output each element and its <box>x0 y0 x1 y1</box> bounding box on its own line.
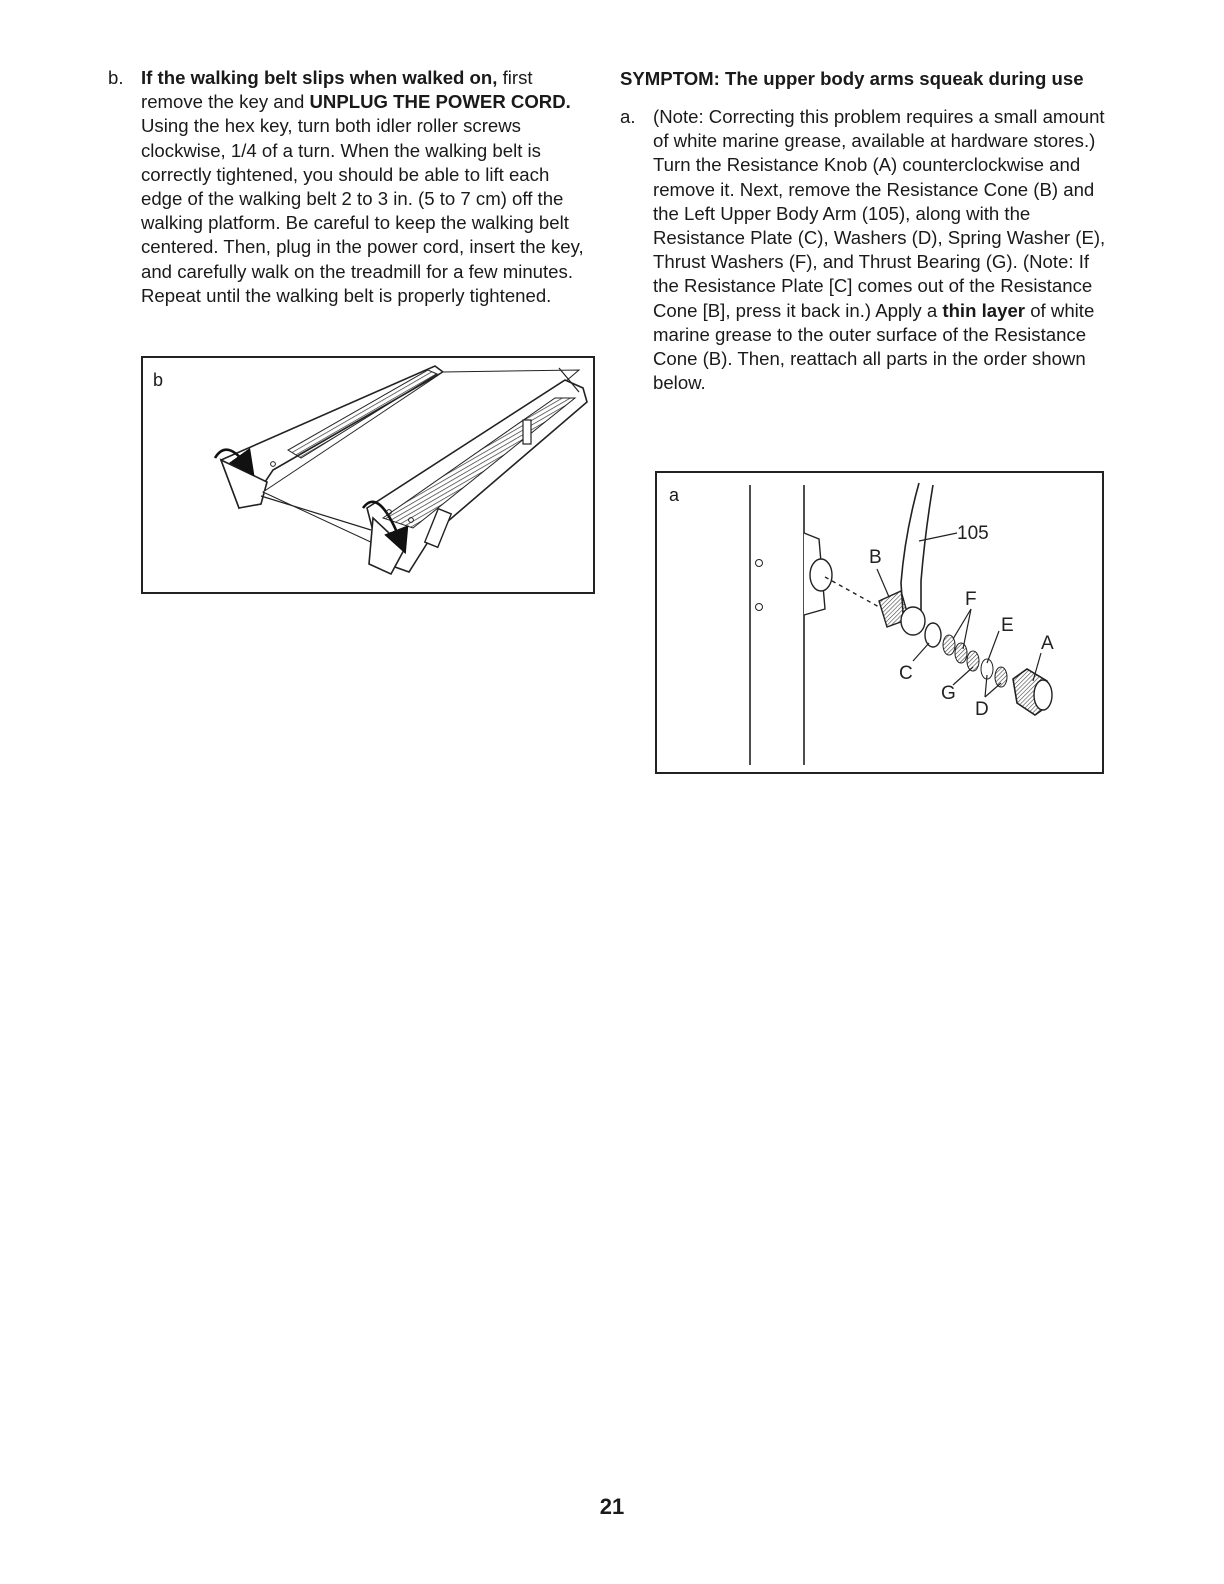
step-b-marker: b. <box>108 67 124 88</box>
figure-b-letter: b <box>153 370 164 390</box>
page-number: 21 <box>599 1494 625 1519</box>
step-a-marker: a. <box>620 106 636 127</box>
right-column <box>620 66 1106 395</box>
step-b-text-1: first remove the key and <box>141 67 533 113</box>
assembly-axis <box>825 577 879 607</box>
washer-stack <box>943 635 1007 687</box>
symptom-heading: SYMPTOM: The upper body arms squeak during use <box>620 68 1084 89</box>
figure-a-resistance-assembly <box>655 471 1104 774</box>
step-a-paragraph <box>620 105 1106 395</box>
step-a-text-1: (Note: Correcting this problem requires a small amount of white marine grease, available at hardware stores.) Turn the Resistance Knob (A) counterclockwise and remove it. Next, remove the Resistance Cone (B) and the Left Upper Body Arm (105), along with the Resistance Plate (C), Washers (D), Spring Washer (E), Thrust Washers (F), and Thrust Bearing (G). (Note: If the Resistance Plate [C] comes out of the Resistance Cone [B], press it back in.) Apply a <box>653 106 1106 321</box>
callout-f: F <box>965 589 977 610</box>
figure-a-letter: a <box>669 485 680 505</box>
step-b-paragraph <box>108 66 592 308</box>
figure-b-treadmill <box>141 356 595 594</box>
left-column <box>108 66 592 308</box>
resistance-plate-c <box>925 623 941 647</box>
callout-c: C <box>899 663 913 684</box>
upper-body-arm-105 <box>901 483 933 615</box>
callout-105: 105 <box>957 523 989 544</box>
step-a-bold-thin-layer: thin layer <box>942 299 1026 321</box>
step-b-bold-unplug: UNPLUG THE POWER CORD. <box>309 91 571 113</box>
callout-a: A <box>1041 633 1054 654</box>
step-a-text-2: of white marine grease to the outer surface of the Resistance Cone (B). Then, reattach all parts in the order shown below. <box>653 299 1095 394</box>
step-b-text-2: Using the hex key, turn both idler roller screws clockwise, 1/4 of a turn. When the walking belt is correctly tightened, you should be able to lift each edge of the walking belt 2 to 3 in. (5 to 7 cm) off the walking platform. Be careful to keep the walking belt centered. Then, plug in the power cord, insert the key, and carefully walk on the treadmill for a few minutes. Repeat until the walking belt is properly tightened. <box>141 115 584 306</box>
step-b-bold-lead: If the walking belt slips when walked on, <box>141 67 498 88</box>
resistance-knob-a <box>1013 669 1052 715</box>
callout-d: D <box>975 699 989 720</box>
treadmill-illustration <box>143 358 593 592</box>
callout-g: G <box>941 683 956 704</box>
resistance-assembly-illustration <box>657 473 1102 772</box>
callout-e: E <box>1001 615 1014 636</box>
callout-b: B <box>869 547 882 568</box>
upright-post <box>750 485 832 765</box>
